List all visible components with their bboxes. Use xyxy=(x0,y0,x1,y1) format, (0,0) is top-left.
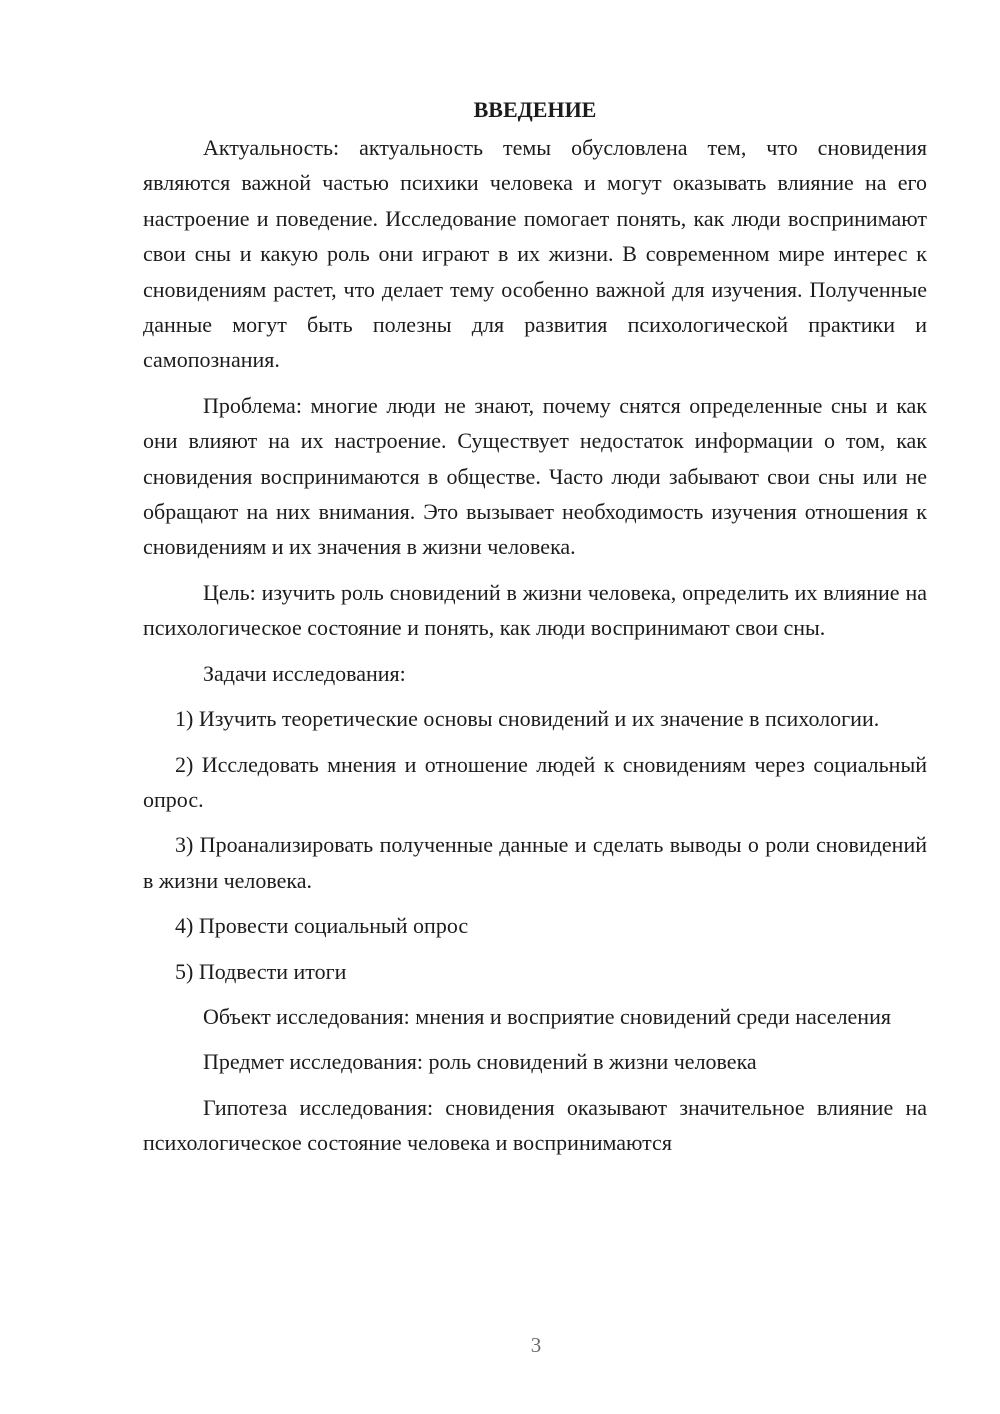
task-item-1: 1) Изучить теоретические основы сновидений и их значение в психологии. xyxy=(175,706,880,732)
task-item-4: 4) Провести социальный опрос xyxy=(175,913,469,939)
paragraph-problem: Проблема: многие люди не знают, почему снятся определенные сны и как они влияют на их настроение. Существует недостаток информации о том, как сновидения воспринимаются в обществе. Часто люди забывают свои сны или не обращают на них внимания. Это вызывает необходимость изучения отношения к сновидениям и их значения в жизни человека. xyxy=(143,392,927,560)
document-page xyxy=(143,92,927,1171)
task-item-5: 5) Подвести итоги xyxy=(175,958,347,984)
page-number: 3 xyxy=(530,1333,542,1357)
task-item-3: 3) Проанализировать полученные данные и сделать выводы о роли сновидений в жизни человека. xyxy=(143,832,927,893)
paragraph-tasks-heading: Задачи исследования: xyxy=(203,660,406,686)
paragraph-subject: Предмет исследования: роль сновидений в жизни человека xyxy=(203,1049,757,1075)
paragraph-hypothesis: Гипотеза исследования: сновидения оказывают значительное влияние на психологическое состояние человека и воспринимаются xyxy=(143,1094,927,1156)
paragraph-object: Объект исследования: мнения и восприятие сновидений среди населения xyxy=(203,1003,891,1029)
paragraph-goal: Цель: изучить роль сновидений в жизни человека, определить их влияние на психологическое состояние и понять, как люди воспринимают свои сны. xyxy=(143,579,927,641)
paragraph-relevance: Актуальность: актуальность темы обусловлена тем, что сновидения являются важной частью психики человека и могут оказывать влияние на его настроение и поведение. Исследование помогает понять, как люди воспринимают свои сны и какую роль они играют в их жизни. В современном мире интерес к сновидениям растет, что делает тему особенно важной для изучения. Полученные данные могут быть полезны для развития психологической практики и самопознания. xyxy=(143,135,927,373)
task-item-2: 2) Исследовать мнения и отношение людей к сновидениям через социальный опрос. xyxy=(143,751,927,812)
page-title: ВВЕДЕНИЕ xyxy=(473,97,597,122)
